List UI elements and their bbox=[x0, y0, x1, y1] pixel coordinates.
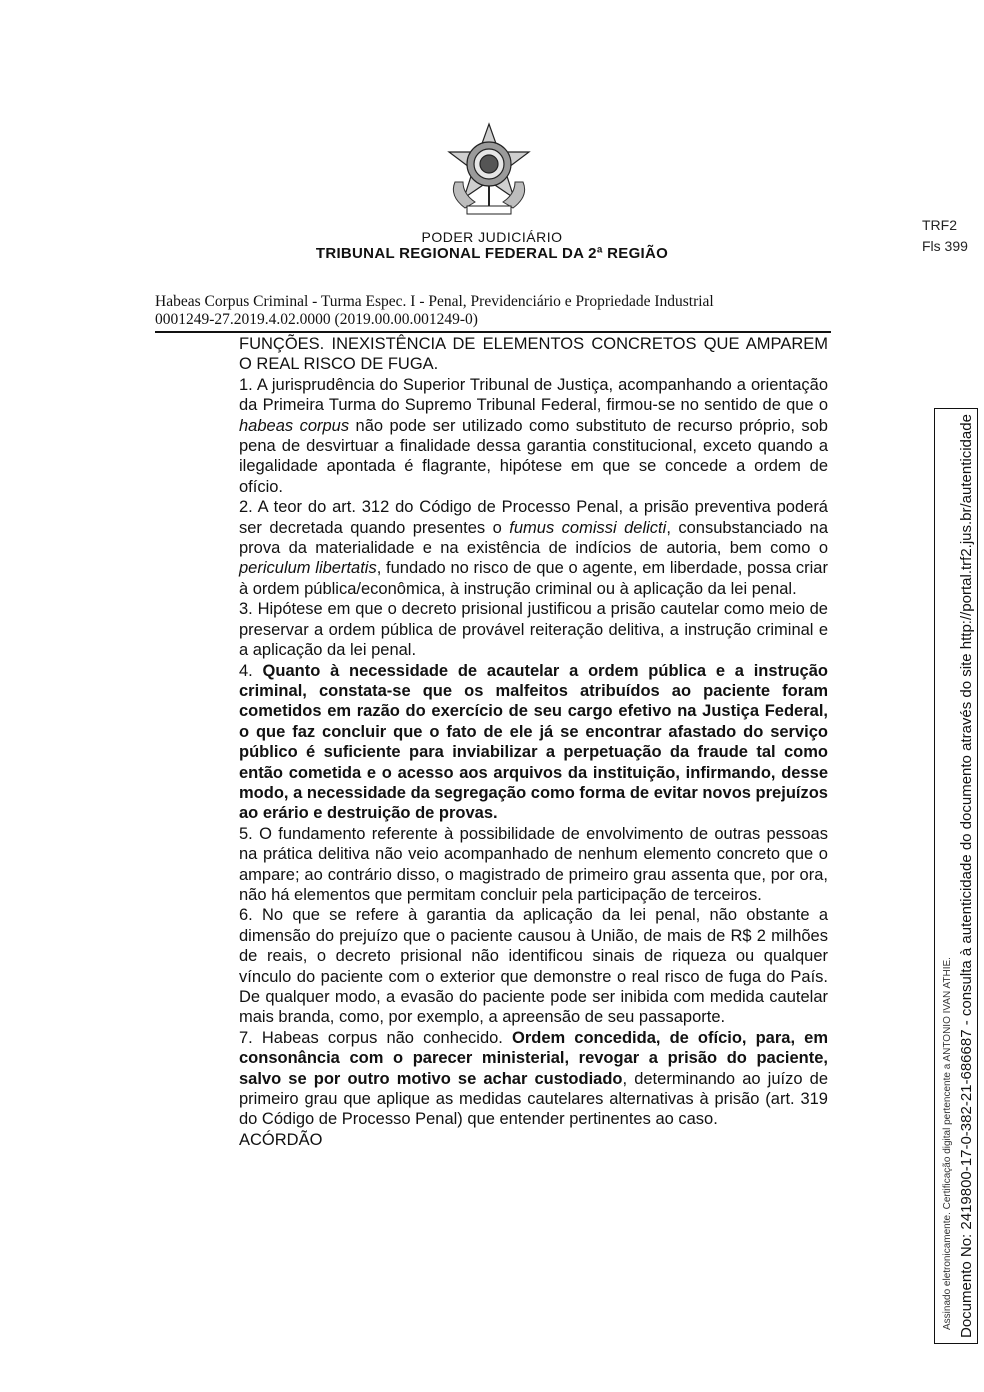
acordao-heading: ACÓRDÃO bbox=[239, 1130, 323, 1149]
paragraph-7-text-c: , determinando ao juízo de primeiro grau que aplique as medidas cautelares alternativas à prisão (art. 319 do Código de Processo Penal) que entender pertinentes ao caso. bbox=[239, 1069, 828, 1129]
paragraph-1 bbox=[239, 375, 828, 497]
poder-judiciario-label: PODER JUDICIÁRIO bbox=[421, 229, 563, 245]
paragraph-4 bbox=[239, 661, 828, 824]
paragraph-3: 3. Hipótese em que o decreto prisional justificou a prisão cautelar como meio de preservar a ordem pública de provável reiteração delitiva, a instrução criminal e a aplicação da lei penal. bbox=[239, 600, 828, 660]
paragraph-6: 6. No que se refere à garantia da aplicação da lei penal, não obstante a dimensão do prejuízo que o paciente causou à União, de mais de R$ 2 milhões de reais, o decreto prisional não identificou sinais de riqueza ou qualquer vínculo do paciente com o exterior que demonstre o real risco de fuga do País. De qualquer modo, a evasão do paciente pode ser inibida com medida cautelar mais branda, como, por exemplo, a apreensão de seu passaporte. bbox=[239, 906, 828, 1027]
paragraph-7-bold: Ordem concedida, de ofício, para, em consonância com o parecer ministerial, revogar a prisão do paciente, salvo se por outro motivo se achar custodiado bbox=[239, 1028, 828, 1088]
paragraph-2 bbox=[239, 497, 828, 599]
paragraph-7-text-a: 7. Habeas corpus não conhecido. bbox=[239, 1028, 512, 1047]
page-stamp bbox=[922, 215, 968, 257]
paragraph-7 bbox=[239, 1028, 828, 1130]
paragraph-1-text-b: não pode ser utilizado como substituto de recurso próprio, sob pena de desvirtuar a finalidade dessa garantia constitucional, exceto quando a ilegalidade apontada é flagrante, hipótese em que se concede a ordem de ofício. bbox=[239, 416, 828, 496]
case-title: Habeas Corpus Criminal - Turma Espec. I - Penal, Previdenciário e Propriedade Industrial bbox=[155, 293, 714, 310]
paragraph-4-bold: Quanto à necessidade de acautelar a ordem pública e a instrução criminal, constata-se que os malfeitos atribuídos ao paciente foram cometidos em razão do exercício de seu cargo efetivo na Justiça Federal, o que faz concluir que o fato de ele já se encontrar afastado do serviço público é suficiente para inviabilizar a perpetuação da fraude tal como então cometida e o acesso aos arquivos da instituição, infirmando, desse modo, a necessidade da segregação como forma de evitar novos prejuízos ao erário e destruição de provas. bbox=[239, 661, 828, 823]
paragraph-2-text-a: 2. A teor do art. 312 do Código de Processo Penal, a prisão preventiva poderá ser decretada quando presentes o bbox=[239, 498, 828, 537]
fls-label: Fls 399 bbox=[922, 238, 968, 254]
header-divider bbox=[155, 331, 831, 333]
document-authenticity-line: Documento No: 2419800-17-0-382-21-686687 - consulta à autenticidade do documento através do site http://portal.trf2.jus.br/autenticidade bbox=[958, 414, 975, 1338]
paragraph-5: 5. O fundamento referente à possibilidade de envolvimento de outras pessoas na prática delitiva não veio acompanhado de nenhum elemento concreto que o ampare; ao contrário disso, o magistrado de primeiro grau assenta que, por ora, não há elementos que permitam concluir pela participação de terceiros. bbox=[239, 824, 828, 904]
signature-note: Assinado eletronicamente. Certificação digital pertencente a ANTONIO IVAN ATHIE. bbox=[942, 957, 953, 1330]
paragraph-2-italic-1: fumus comissi delicti bbox=[509, 518, 667, 537]
case-header bbox=[155, 293, 714, 329]
paragraph-2-text-c: , fundado no risco de que o agente, em liberdade, possa criar à ordem pública/econômica, à instrução criminal ou à aplicação da lei penal. bbox=[239, 559, 828, 598]
tribunal-title: TRIBUNAL REGIONAL FEDERAL DA 2ª REGIÃO bbox=[315, 245, 669, 262]
paragraph-2-text-b: , consubstanciado na prova da materialidade e na existência de indícios de autoria, bem como o bbox=[239, 518, 828, 558]
trf-label: TRF2 bbox=[922, 217, 957, 233]
brasao-emblem-icon bbox=[445, 122, 533, 218]
intro-paragraph: FUNÇÕES. INEXISTÊNCIA DE ELEMENTOS CONCRETOS QUE AMPAREM O REAL RISCO DE FUGA. bbox=[239, 335, 828, 374]
paragraph-2-italic-2: periculum libertatis bbox=[239, 559, 377, 578]
paragraph-1-italic: habeas corpus bbox=[239, 416, 350, 435]
paragraph-4-number: 4. bbox=[239, 661, 263, 680]
paragraph-1-text-a: 1. A jurisprudência do Superior Tribunal de Justiça, acompanhando a orientação da Primeira Turma do Supremo Tribunal Federal, firmou-se no sentido de que o bbox=[239, 375, 828, 415]
case-number: 0001249-27.2019.4.02.0000 (2019.00.00.001249-0) bbox=[155, 311, 478, 328]
document-body bbox=[239, 334, 828, 1150]
